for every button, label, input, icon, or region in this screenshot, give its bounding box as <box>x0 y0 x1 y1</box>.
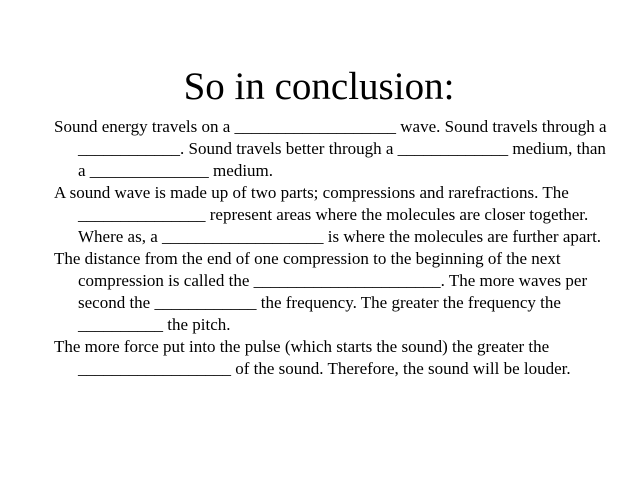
paragraph-wavelength-frequency: The distance from the end of one compression to the beginning of the next compression is called the ______________________. The more waves per second the ____________ the frequency. The greater the frequency the __________ the pitch. <box>54 249 588 334</box>
paragraph-sound-wave-parts: A sound wave is made up of two parts; compressions and rarefractions. The _______________ represent areas where the molecules are closer together. Where as, a ___________________ is where the molecules are further apart. <box>54 183 602 246</box>
slide-title: So in conclusion: <box>183 65 455 108</box>
slide-body <box>54 116 614 380</box>
paragraph-force-amplitude: The more force put into the pulse (which starts the sound) the greater the __________________ of the sound. Therefore, the sound will be louder. <box>54 337 571 378</box>
paragraph-sound-energy: Sound energy travels on a ___________________ wave. Sound travels through a ____________. Sound travels better through a _____________ medium, than a ______________ medium. <box>54 117 607 180</box>
